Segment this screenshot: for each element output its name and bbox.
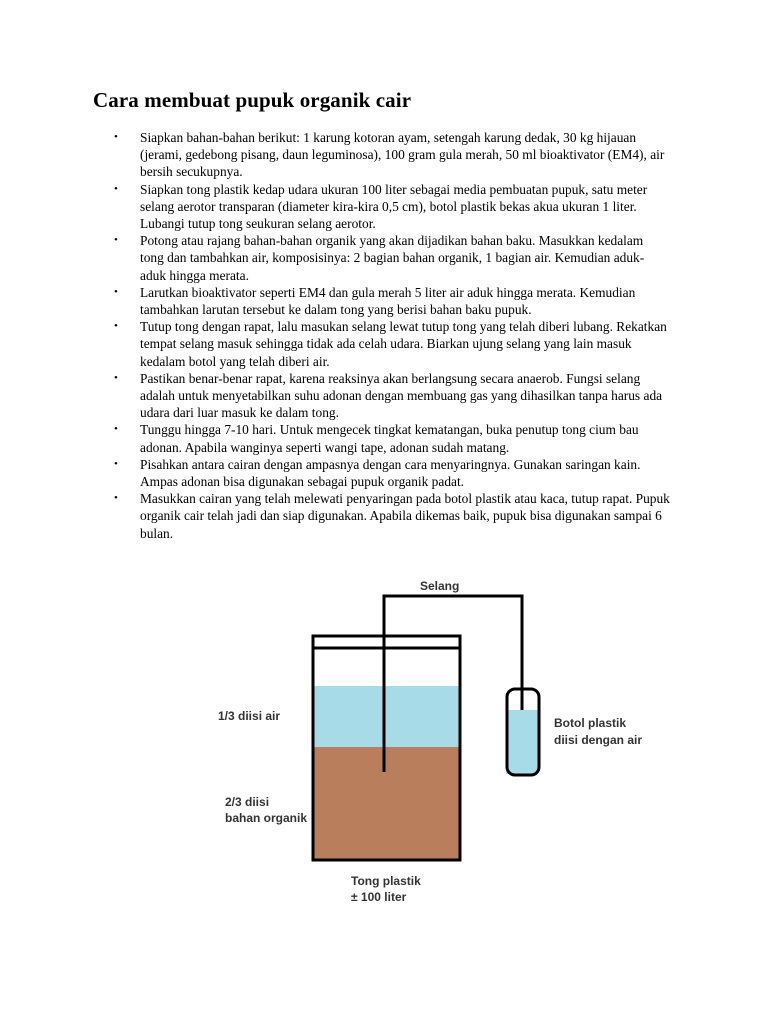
hose-label: Selang bbox=[420, 579, 460, 593]
bullet-icon: • bbox=[114, 423, 118, 436]
step-text: Potong atau rajang bahan-bahan organik yang akan dijadikan bahan baku. Masukkan kedalam tong dan tambahkan air, komposisinya: 2 bagian bahan organik, 1 bagian air. Kemudian aduk-aduk hingga merata. bbox=[140, 233, 645, 283]
tank-organic-layer bbox=[314, 747, 459, 859]
bottle-label-line1: Botol plastik bbox=[554, 716, 627, 730]
tank-water-layer bbox=[314, 686, 459, 747]
page-title: Cara membuat pupuk organik cair bbox=[93, 88, 412, 112]
bullet-icon: • bbox=[114, 285, 118, 298]
step-text: Larutkan bioaktivator seperti EM4 dan gula merah 5 liter air aduk hingga merata. Kemudian tambahkan larutan tersebut ke dalam tong yang berisi bahan baku pupuk. bbox=[140, 284, 636, 318]
list-item bbox=[110, 421, 670, 455]
bullet-icon: • bbox=[114, 182, 118, 195]
bottle-water bbox=[506, 710, 538, 774]
bullet-icon: • bbox=[114, 320, 118, 333]
fermentation-diagram bbox=[0, 560, 768, 920]
tank-label-line2: ± 100 liter bbox=[351, 890, 407, 904]
water-label: 1/3 diisi air bbox=[218, 709, 281, 723]
organic-label-line2: bahan organik bbox=[225, 811, 308, 825]
list-item bbox=[110, 318, 670, 370]
list-item bbox=[110, 181, 670, 233]
step-text: Tunggu hingga 7-10 hari. Untuk mengecek tingkat kematangan, buka penutup tong cium bau adonan. Apabila wanginya seperti wangi tape, adonan sudah matang. bbox=[140, 422, 639, 455]
organic-label-line1: 2/3 diisi bbox=[225, 795, 270, 809]
bullet-icon: • bbox=[114, 371, 118, 384]
step-text: Tutup tong dengan rapat, lalu masukan selang lewat tutup tong yang telah diberi lubang. Rekatkan tempat selang masuk sehingga tidak ada celah udara. Biarkan ujung selang yang lain masuk kedalam botol yang telah diberi air. bbox=[140, 319, 667, 369]
step-text: Masukkan cairan yang telah melewati penyaringan pada botol plastik atau kaca, tutup rapat. Pupuk organik cair telah jadi dan siap digunakan. Apabila dikemas baik, pupuk bisa digunakan sampai 6 bulan. bbox=[140, 491, 670, 541]
list-item bbox=[110, 370, 670, 422]
bullet-icon: • bbox=[114, 131, 118, 143]
tank-label-line1: Tong plastik bbox=[351, 874, 421, 888]
list-item bbox=[110, 284, 670, 318]
list-item bbox=[110, 232, 670, 284]
steps-list bbox=[110, 129, 670, 542]
bottle-label-line2: diisi dengan air bbox=[554, 733, 643, 747]
list-item bbox=[110, 129, 670, 181]
list-item bbox=[110, 456, 670, 490]
list-item bbox=[110, 490, 670, 542]
step-text: Pisahkan antara cairan dengan ampasnya dengan cara menyaringnya. Gunakan saringan kain. Ampas adonan bisa digunakan sebagai pupuk organik padat. bbox=[140, 456, 641, 490]
step-text: Pastikan benar-benar rapat, karena reaksinya akan berlangsung secara anaerob. Fungsi selang adalah untuk menyetabilkan suhu adonan dengan membuang gas yang dihasilkan tanpa harus ada udara dari luar masuk ke dalam tong. bbox=[140, 370, 663, 421]
bullet-icon: • bbox=[114, 234, 118, 247]
bullet-icon: • bbox=[114, 457, 118, 470]
bullet-icon: • bbox=[114, 492, 118, 505]
step-text: Siapkan tong plastik kedap udara ukuran 100 liter sebagai media pembuatan pupuk, satu meter selang aerotor transparan (diameter kira-kira 0,5 cm), botol plastik bekas akua ukuran 1 liter. Lubangi tutup tong seukuran selang aerotor. bbox=[140, 181, 648, 232]
step-text: Siapkan bahan-bahan berikut: 1 karung kotoran ayam, setengah karung dedak, 30 kg hijauan (jerami, gedebong pisang, daun leguminosa), 100 gram gula merah, 50 ml bioaktivator (EM4), air bersih secukupnya. bbox=[140, 130, 665, 180]
